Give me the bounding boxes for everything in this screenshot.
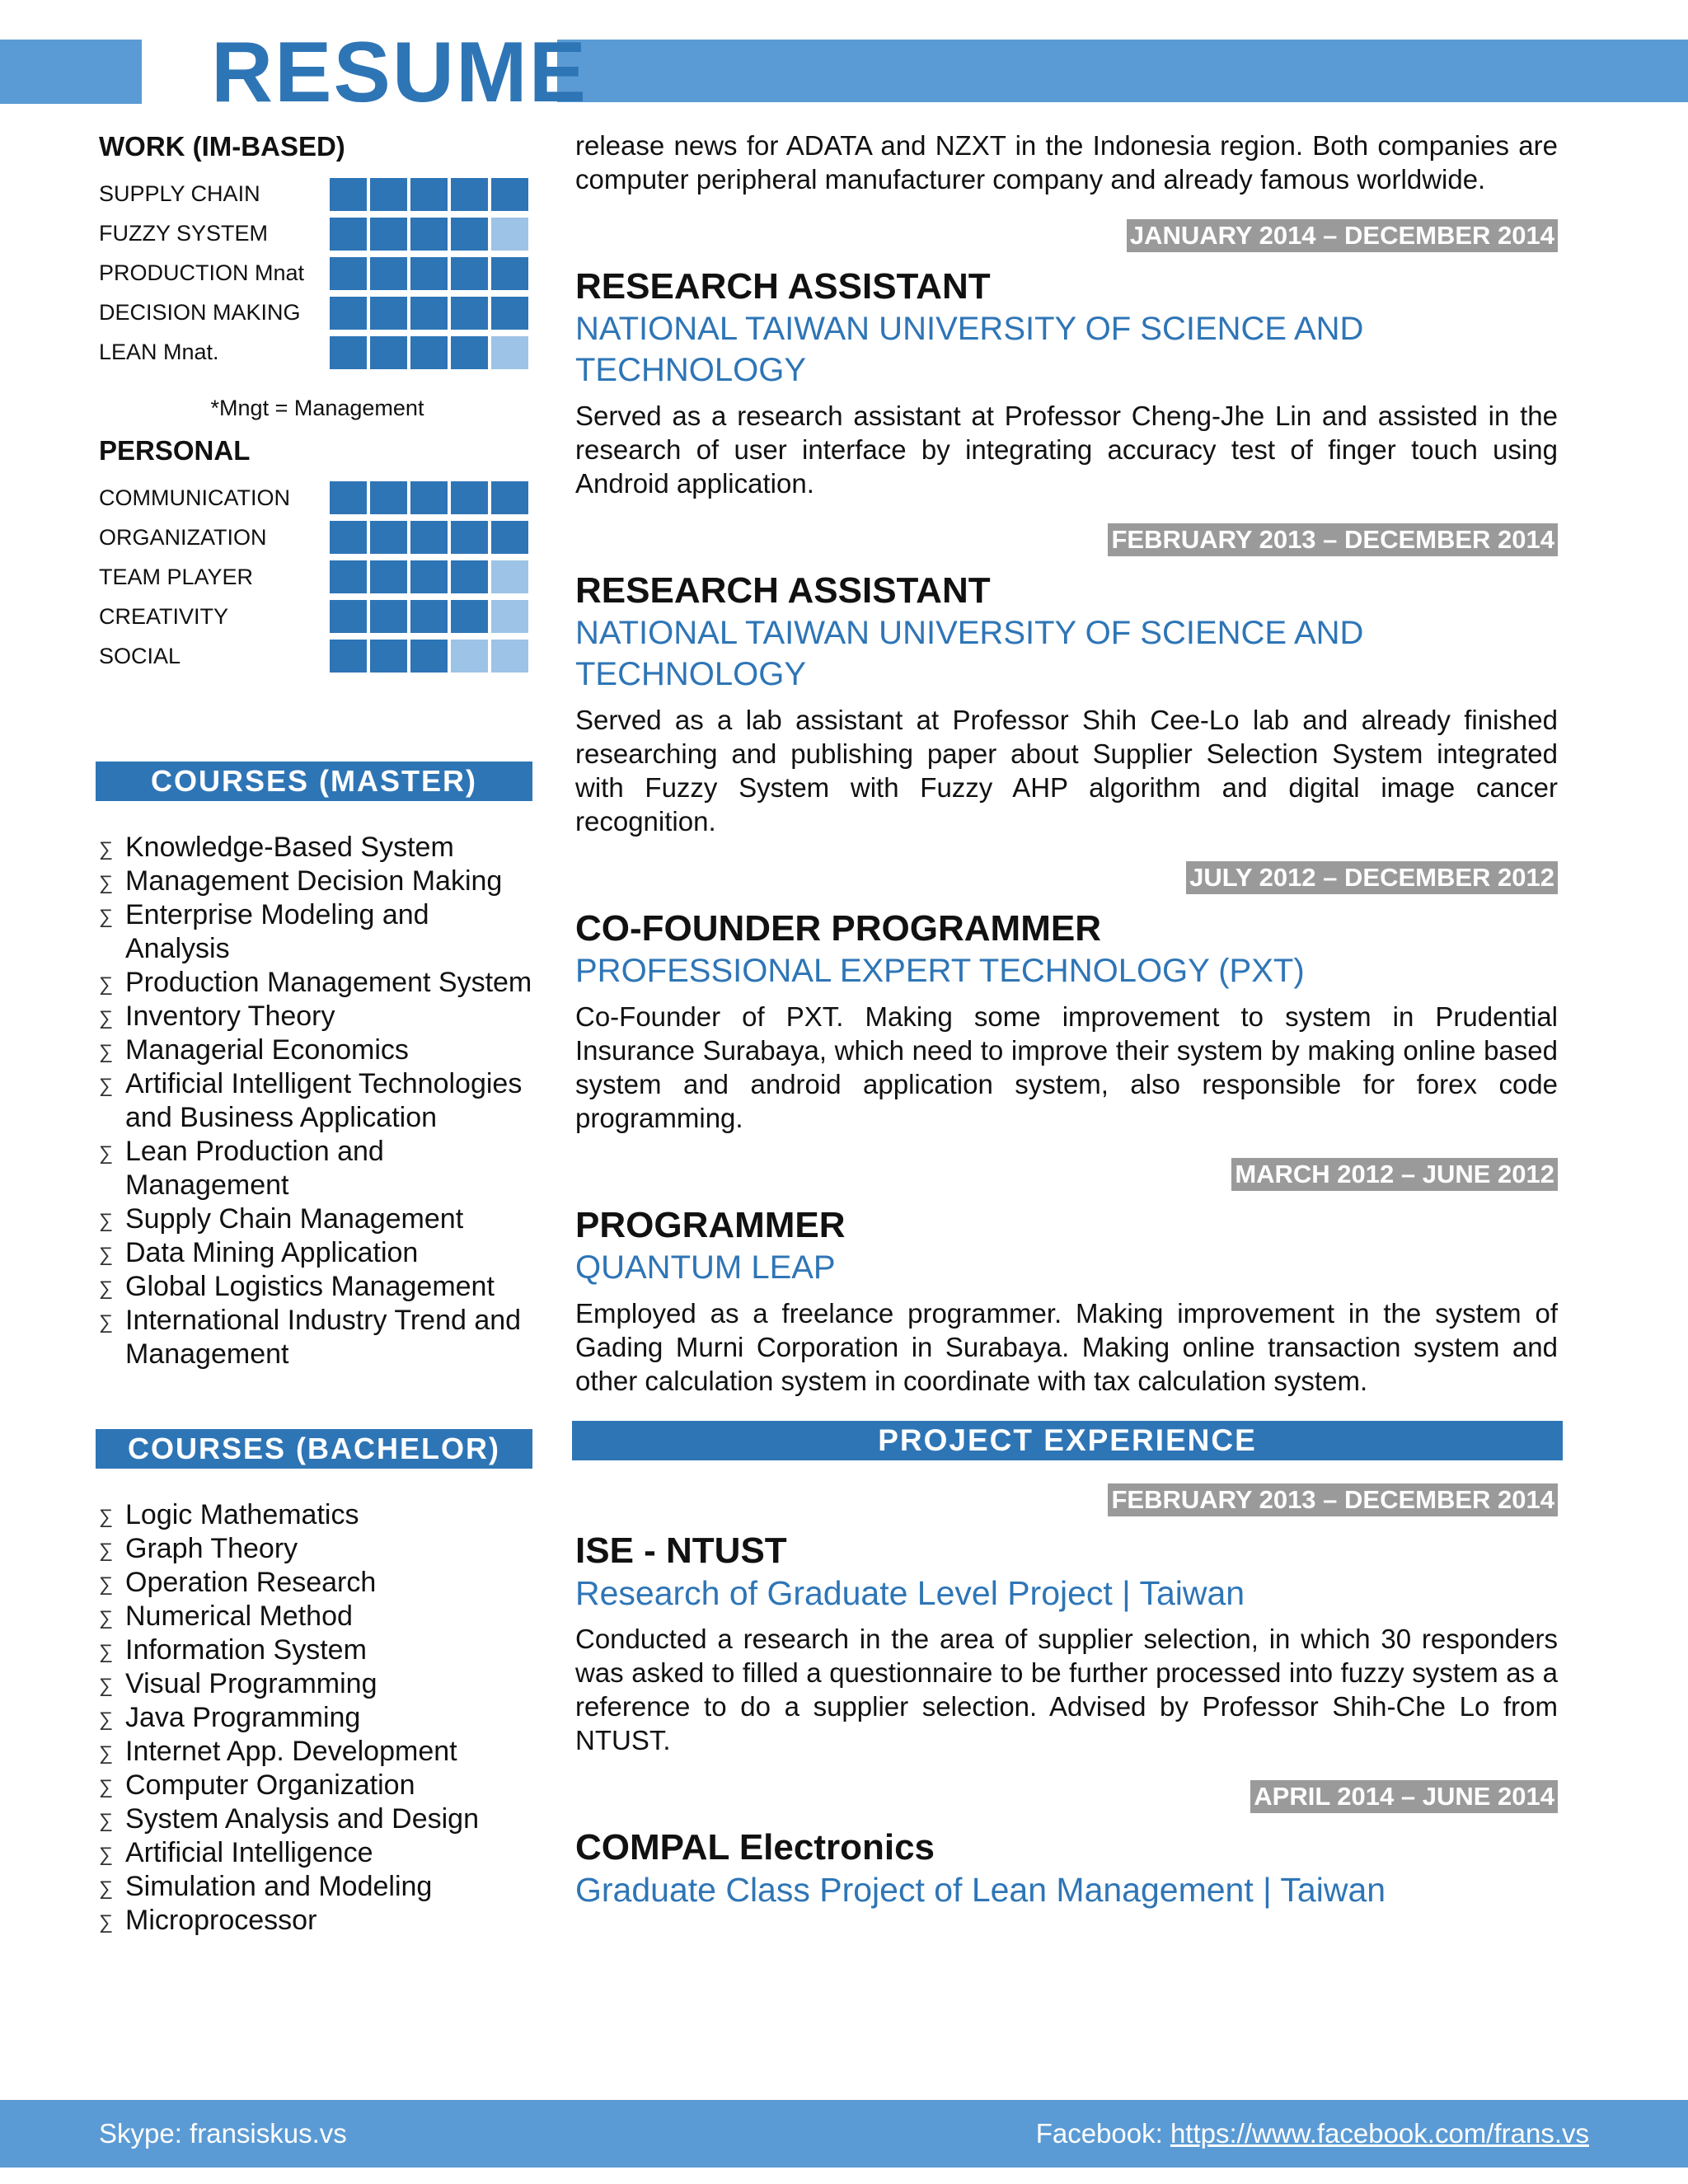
rating-cell-filled [410, 297, 448, 330]
rating-cell-filled [451, 218, 488, 251]
skill-row [99, 636, 536, 676]
course-item [99, 1633, 536, 1667]
facebook-label: Facebook: [1035, 2118, 1170, 2149]
course-name: Enterprise Modeling and Analysis [125, 899, 429, 965]
sigma-bullet-icon: ∑ [99, 1142, 114, 1165]
work-skills-title: WORK (IM-BASED) [99, 131, 345, 162]
job-title: PROGRAMMER [575, 1205, 846, 1245]
course-item [99, 1600, 536, 1633]
course-name: System Analysis and Design [125, 1803, 479, 1835]
sigma-bullet-icon: ∑ [99, 1641, 114, 1664]
job-date: JULY 2012 – DECEMBER 2012 [1186, 861, 1558, 894]
job-title: CO-FOUNDER PROGRAMMER [575, 908, 1101, 949]
course-item [99, 1566, 536, 1600]
rating-cell-filled [410, 640, 448, 673]
course-name: Global Logistics Management [125, 1271, 495, 1303]
skill-row [99, 175, 536, 214]
courses-bachelor-list [99, 1498, 536, 1938]
rating-cell-filled [370, 336, 407, 369]
course-name: Lean Production and Management [125, 1136, 384, 1202]
sigma-bullet-icon: ∑ [99, 1877, 114, 1900]
sigma-bullet-icon: ∑ [99, 1041, 114, 1064]
project-title: COMPAL Electronics [575, 1827, 935, 1868]
skill-row [99, 293, 536, 333]
course-item [99, 1769, 536, 1802]
facebook-contact [1036, 2118, 1589, 2149]
rating-cell-filled [491, 257, 528, 290]
project-date: APRIL 2014 – JUNE 2014 [1250, 1780, 1558, 1813]
course-item [99, 831, 536, 865]
skype-contact: Skype: fransiskus.vs [99, 2118, 347, 2149]
rating-cell-empty [451, 640, 488, 673]
skill-row [99, 254, 536, 293]
rating-cell-filled [410, 178, 448, 211]
courses-master-heading: COURSES (MASTER) [96, 762, 532, 801]
job-date: JANUARY 2014 – DECEMBER 2014 [1127, 219, 1558, 252]
header-right-bar [557, 40, 1688, 102]
job-entry [575, 1158, 1558, 1398]
sigma-bullet-icon: ∑ [99, 1607, 114, 1630]
skill-rating [330, 560, 528, 593]
footer-bar [0, 2100, 1688, 2168]
course-item [99, 1202, 536, 1236]
rating-cell-filled [330, 178, 367, 211]
course-name: Internet App. Development [125, 1736, 457, 1768]
course-name: Production Management System [125, 967, 532, 999]
rating-cell-filled [491, 481, 528, 514]
skill-label: DECISION MAKING [99, 300, 301, 326]
rating-cell-filled [330, 257, 367, 290]
course-name: Artificial Intelligent Technologies and Business Application [125, 1068, 523, 1134]
job-date: FEBRUARY 2013 – DECEMBER 2014 [1108, 523, 1558, 556]
job-entry [575, 523, 1558, 838]
project-description: Conducted a research in the area of supplier selection, in which 30 responders was asked to filled a questionnaire to be further processed into fuzzy system as a reference to do a supplier selection. Advised by Professor Shih-Che Lo from NTUST. [575, 1624, 1558, 1755]
rating-cell-filled [370, 600, 407, 633]
sigma-bullet-icon: ∑ [99, 1844, 114, 1867]
skill-rating [330, 218, 528, 251]
skill-label: CREATIVITY [99, 603, 229, 629]
course-item [99, 1270, 536, 1304]
sigma-bullet-icon: ∑ [99, 1210, 114, 1233]
skill-rating [330, 521, 528, 554]
sigma-bullet-icon: ∑ [99, 1540, 114, 1563]
rating-cell-filled [330, 297, 367, 330]
sigma-bullet-icon: ∑ [99, 1244, 114, 1267]
course-item [99, 1000, 536, 1033]
course-item [99, 1904, 536, 1938]
job-organization: PROFESSIONAL EXPERT TECHNOLOGY (PXT) [575, 953, 1305, 989]
course-item [99, 1701, 536, 1735]
job-entry [575, 219, 1558, 500]
skill-label: SOCIAL [99, 643, 181, 668]
course-name: Graph Theory [125, 1533, 298, 1565]
course-name: Numerical Method [125, 1601, 353, 1633]
course-name: Managerial Economics [125, 1034, 409, 1066]
skill-row [99, 597, 536, 636]
course-name: Inventory Theory [125, 1001, 335, 1033]
course-item [99, 865, 536, 898]
rating-cell-filled [370, 257, 407, 290]
course-name: Microprocessor [125, 1905, 317, 1937]
skill-rating [330, 640, 528, 673]
project-date: FEBRUARY 2013 – DECEMBER 2014 [1108, 1483, 1558, 1516]
skill-rating [330, 481, 528, 514]
sigma-bullet-icon: ∑ [99, 1742, 114, 1765]
sigma-bullet-icon: ∑ [99, 1708, 114, 1732]
job-title: RESEARCH ASSISTANT [575, 570, 991, 611]
skill-row [99, 214, 536, 254]
sigma-bullet-icon: ∑ [99, 838, 114, 861]
rating-cell-filled [370, 560, 407, 593]
rating-cell-filled [451, 481, 488, 514]
rating-cell-filled [370, 521, 407, 554]
resume-title: RESUME [211, 25, 588, 120]
rating-cell-filled [330, 336, 367, 369]
course-name: Visual Programming [125, 1668, 377, 1700]
skill-label: PRODUCTION Mnat [99, 260, 305, 286]
rating-cell-empty [491, 600, 528, 633]
rating-cell-filled [410, 521, 448, 554]
sigma-bullet-icon: ∑ [99, 1506, 114, 1529]
rating-cell-filled [330, 218, 367, 251]
course-item [99, 1033, 536, 1067]
course-name: Artificial Intelligence [125, 1837, 373, 1869]
header-left-bar [0, 40, 142, 104]
rating-cell-filled [451, 521, 488, 554]
rating-cell-filled [410, 336, 448, 369]
rating-cell-filled [370, 481, 407, 514]
course-name: Simulation and Modeling [125, 1871, 433, 1903]
sigma-bullet-icon: ∑ [99, 1277, 114, 1301]
course-name: Information System [125, 1634, 367, 1666]
course-name: Java Programming [125, 1702, 361, 1734]
job-description: Served as a research assistant at Professor Cheng-Jhe Lin and assisted in the research of user interface by integrating accuracy test of finger touch using Android application. [575, 401, 1558, 499]
skill-row [99, 518, 536, 557]
personal-skills-title: PERSONAL [99, 434, 251, 466]
sigma-bullet-icon: ∑ [99, 1007, 114, 1030]
personal-skills-list [99, 478, 536, 676]
job-organization: NATIONAL TAIWAN UNIVERSITY OF SCIENCE AND TECHNOLOGY [575, 311, 1364, 388]
rating-cell-filled [330, 640, 367, 673]
course-item [99, 1236, 536, 1270]
sigma-bullet-icon: ∑ [99, 1776, 114, 1799]
project-entry [575, 1483, 1558, 1757]
rating-cell-empty [491, 560, 528, 593]
course-item [99, 1304, 536, 1371]
course-name: Logic Mathematics [125, 1499, 359, 1531]
rating-cell-filled [491, 178, 528, 211]
course-name: International Industry Trend and Management [125, 1305, 522, 1371]
rating-cell-filled [370, 297, 407, 330]
rating-cell-filled [451, 560, 488, 593]
rating-cell-filled [410, 218, 448, 251]
skill-label: LEAN Mnat. [99, 340, 219, 365]
job-organization: NATIONAL TAIWAN UNIVERSITY OF SCIENCE AND TECHNOLOGY [575, 615, 1364, 692]
rating-cell-filled [451, 600, 488, 633]
sigma-bullet-icon: ∑ [99, 1311, 114, 1334]
courses-bachelor-heading: COURSES (BACHELOR) [96, 1429, 532, 1469]
course-item [99, 898, 536, 966]
rating-cell-filled [410, 257, 448, 290]
sigma-bullet-icon: ∑ [99, 872, 114, 895]
skill-label: COMMUNICATION [99, 485, 290, 510]
rating-cell-filled [370, 178, 407, 211]
job-organization: QUANTUM LEAP [575, 1249, 836, 1286]
job-entry [575, 861, 1558, 1135]
rating-cell-filled [330, 560, 367, 593]
course-item [99, 1135, 536, 1202]
course-item [99, 1802, 536, 1836]
skill-rating [330, 297, 528, 330]
facebook-link[interactable]: https://www.facebook.com/frans.vs [1170, 2118, 1589, 2149]
rating-cell-filled [370, 218, 407, 251]
rating-cell-filled [410, 600, 448, 633]
skill-label: SUPPLY CHAIN [99, 181, 260, 207]
skill-rating [330, 257, 528, 290]
course-item [99, 1836, 536, 1870]
management-note: *Mngt = Management [210, 395, 424, 420]
course-name: Management Decision Making [125, 865, 503, 898]
course-item [99, 1870, 536, 1904]
sigma-bullet-icon: ∑ [99, 1573, 114, 1596]
job-title: RESEARCH ASSISTANT [575, 266, 991, 307]
sigma-bullet-icon: ∑ [99, 1075, 114, 1098]
project-subtitle: Graduate Class Project of Lean Management | Taiwan [575, 1871, 1386, 1909]
sigma-bullet-icon: ∑ [99, 1911, 114, 1934]
course-name: Operation Research [125, 1567, 377, 1599]
course-item [99, 1532, 536, 1566]
rating-cell-filled [491, 297, 528, 330]
rating-cell-empty [491, 336, 528, 369]
course-item [99, 1735, 536, 1769]
rating-cell-empty [491, 218, 528, 251]
rating-cell-filled [491, 521, 528, 554]
skill-rating [330, 336, 528, 369]
course-name: Data Mining Application [125, 1237, 419, 1269]
course-item [99, 966, 536, 1000]
skill-label: ORGANIZATION [99, 524, 267, 550]
project-subtitle: Research of Graduate Level Project | Taiwan [575, 1574, 1245, 1612]
skill-label: FUZZY SYSTEM [99, 221, 269, 246]
course-item [99, 1667, 536, 1701]
job-description: Employed as a freelance programmer. Making improvement in the system of Gading Murni Corporation in Surabaya. Making online transaction system and other calculation system in coordinate with tax calculation system. [575, 1298, 1558, 1396]
project-entry [575, 1780, 1558, 1910]
rating-cell-filled [330, 521, 367, 554]
rating-cell-filled [330, 481, 367, 514]
course-item [99, 1498, 536, 1532]
right-column [575, 129, 1558, 1910]
course-name: Computer Organization [125, 1769, 415, 1802]
sigma-bullet-icon: ∑ [99, 1675, 114, 1698]
course-name: Knowledge-Based System [125, 832, 454, 864]
course-name: Supply Chain Management [125, 1203, 464, 1235]
left-column [99, 130, 536, 1938]
rating-cell-filled [330, 600, 367, 633]
sigma-bullet-icon: ∑ [99, 906, 114, 929]
skill-rating [330, 600, 528, 633]
rating-cell-filled [451, 178, 488, 211]
job-description: Co-Founder of PXT. Making some improvement to system in Prudential Insurance Surabaya, which need to improve their system by making online based system and android application system, also responsible for forex code programming. [575, 1001, 1558, 1133]
sigma-bullet-icon: ∑ [99, 973, 114, 996]
rating-cell-filled [410, 481, 448, 514]
project-title: ISE - NTUST [575, 1530, 787, 1571]
intro-paragraph: release news for ADATA and NZXT in the Indonesia region. Both companies are computer peripheral manufacturer company and already famous worldwide. [575, 130, 1558, 194]
work-skills-list [99, 175, 536, 373]
courses-master-list [99, 831, 536, 1371]
skill-row [99, 333, 536, 373]
rating-cell-filled [451, 336, 488, 369]
project-experience-heading: PROJECT EXPERIENCE [572, 1421, 1563, 1460]
course-item [99, 1067, 536, 1135]
sigma-bullet-icon: ∑ [99, 1810, 114, 1833]
skill-rating [330, 178, 528, 211]
skill-row [99, 478, 536, 518]
rating-cell-filled [451, 257, 488, 290]
rating-cell-filled [370, 640, 407, 673]
rating-cell-empty [491, 640, 528, 673]
rating-cell-filled [410, 560, 448, 593]
job-date: MARCH 2012 – JUNE 2012 [1231, 1158, 1558, 1191]
skill-label: TEAM PLAYER [99, 564, 254, 589]
job-description: Served as a lab assistant at Professor Shih Cee-Lo lab and already finished researching and publishing paper about Supplier Selection System integrated with Fuzzy System with Fuzzy AHP algorithm and digital image cancer recognition. [575, 705, 1558, 837]
skill-row [99, 557, 536, 597]
rating-cell-filled [451, 297, 488, 330]
